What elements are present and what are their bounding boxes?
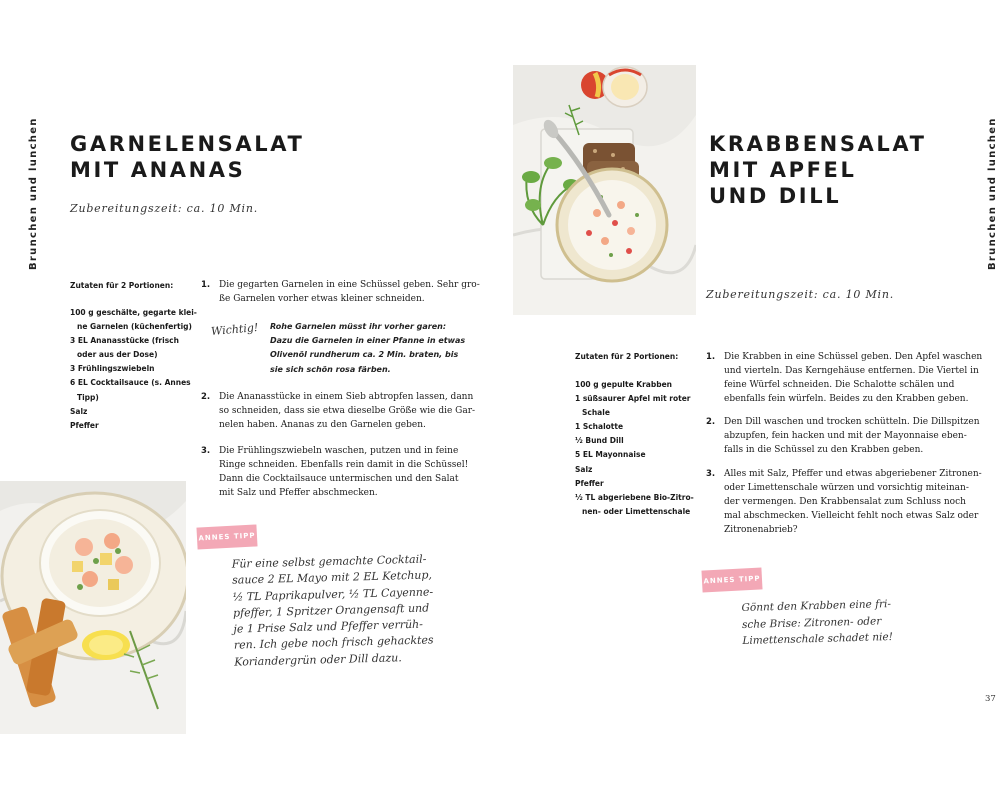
right-step — [706, 467, 982, 537]
step-line: Die gegarten Garnelen in eine Schüssel geben. Sehr gro- — [219, 280, 480, 290]
note-line: Dazu die Garnelen in einer Pfanne in etwas — [270, 336, 466, 346]
note-line: sie sich schön rosa färben. — [270, 364, 391, 374]
ingredient-item: nen- oder Limettenschale — [582, 506, 691, 516]
left-title-line: MIT ANANAS — [70, 158, 246, 182]
step-line: falls in die Schüssel zu den Krabben geben. — [724, 445, 924, 455]
step-line: Alles mit Salz, Pfeffer und etwas abgeriebener Zitronen- — [724, 469, 982, 479]
note-line: Rohe Garnelen müsst ihr vorher garen: — [270, 322, 447, 331]
left-ingredients-list — [70, 306, 197, 433]
ingredient-item: Pfeffer — [70, 420, 99, 430]
step-number: 3. — [201, 446, 211, 456]
step-number: 1. — [201, 280, 211, 290]
ingredient-item: oder aus der Dose) — [77, 350, 158, 360]
annes-tipp-badge: ANNES TIPP — [196, 524, 257, 549]
left-side-label: Brunchen und lunchen — [28, 117, 39, 270]
tip-line: Für eine selbst gemachte Cocktail- — [231, 552, 427, 571]
tip-line: je 1 Prise Salz und Pfeffer verrüh- — [233, 617, 424, 636]
left-steps — [201, 278, 480, 316]
step-line: Die Krabben in eine Schüssel geben. Den Apfel waschen — [724, 352, 983, 362]
left-tip-text — [232, 551, 436, 670]
ingredient-item: 6 EL Cocktailsauce (s. Annes — [70, 378, 191, 388]
left-ingredients-heading: Zutaten für 2 Portionen: — [70, 281, 174, 290]
left-step — [201, 278, 480, 306]
tip-line: Koriandergrün oder Dill dazu. — [234, 651, 402, 669]
step-line: Zitronenabrieb? — [724, 525, 798, 535]
right-step — [706, 415, 982, 457]
step-number: 1. — [706, 352, 716, 362]
tip-line: ren. Ich gebe noch frisch gehacktes — [233, 633, 434, 653]
ingredient-item: ½ Bund Dill — [575, 436, 624, 446]
step-number: 2. — [201, 392, 211, 402]
step-line: abzupfen, fein hacken und mit der Mayonnaise eben- — [724, 431, 967, 441]
ingredient-item: 100 g gepulte Krabben — [575, 380, 672, 389]
step-line: nelen haben. Ananas zu den Garnelen geben. — [219, 420, 426, 430]
tip-line: ½ TL Paprikapulver, ½ TL Cayenne- — [232, 584, 434, 604]
ingredient-item: 5 EL Mayonnaise — [575, 450, 646, 460]
step-line: Den Dill waschen und trocken schütteln. Die Dillspitzen — [724, 417, 980, 427]
tip-line: Gönnt den Krabben eine fri- — [741, 598, 892, 614]
right-side-label: Brunchen und lunchen — [987, 117, 998, 270]
step-line: Ringe schneiden. Ebenfalls rein damit in die Schüssel! — [219, 460, 469, 470]
right-prep-time: Zubereitungszeit: ca. 10 Min. — [706, 288, 895, 301]
ingredient-item: 3 Frühlingszwiebeln — [70, 364, 155, 374]
note-label: Wichtig! — [210, 320, 259, 339]
garnelensalat-photo — [0, 481, 186, 734]
step-line: Die Ananasstücke in einem Sieb abtropfen lassen, dann — [219, 392, 474, 402]
ingredient-item: 1 süßsaurer Apfel mit roter — [575, 394, 691, 404]
left-steps-continued — [201, 390, 475, 510]
ingredient-item: 1 Schalotte — [575, 422, 624, 432]
right-title-line: MIT APFEL — [709, 158, 857, 182]
step-line: der vermengen. Den Krabbensalat zum Schluss noch — [724, 497, 966, 507]
page-number: 37 — [985, 694, 996, 704]
annes-tipp-badge: ANNES TIPP — [701, 567, 762, 592]
important-note — [270, 320, 465, 377]
step-line: feine Würfel schneiden. Die Schalotte schälen und — [724, 380, 955, 390]
left-title-line: GARNELENSALAT — [70, 132, 305, 156]
right-steps — [706, 350, 982, 547]
step-line: und vierteln. Das Kerngehäuse entfernen. Die Viertel in — [724, 366, 979, 376]
right-title-line: UND DILL — [709, 184, 842, 208]
shrimp-salad-image — [0, 481, 186, 734]
ingredient-item: Salz — [575, 464, 593, 474]
step-line: ße Garnelen vorher etwas kleiner schneiden. — [219, 294, 425, 304]
right-ingredients-list — [575, 378, 694, 519]
ingredient-item: 100 g geschälte, gegarte klei- — [70, 308, 197, 317]
tip-line: pfeffer, 1 Spritzer Orangensaft und — [232, 601, 430, 620]
tip-line: sauce 2 EL Mayo mit 2 EL Ketchup, — [231, 568, 433, 587]
left-step — [201, 444, 475, 500]
note-line: Olivenöl rundherum ca. 2 Min. braten, bis — [270, 350, 459, 360]
step-line: so schneiden, dass sie etwa dieselbe Größe wie die Gar- — [219, 406, 476, 416]
ingredient-item: Tipp) — [77, 392, 99, 402]
krabbensalat-photo — [513, 65, 696, 315]
tip-line: sche Brise: Zitronen- oder — [741, 614, 882, 631]
step-line: Die Frühlingszwiebeln waschen, putzen und in feine — [219, 446, 459, 456]
ingredient-item: Pfeffer — [575, 478, 604, 488]
step-line: ebenfalls fein würfeln. Beides zu den Krabben geben. — [724, 394, 969, 404]
ingredient-item: ½ TL abgeriebene Bio-Zitro- — [575, 492, 694, 502]
step-line: mit Salz und Pfeffer abschmecken. — [219, 488, 378, 498]
step-number: 3. — [706, 469, 716, 479]
right-tip-text — [741, 596, 893, 649]
step-line: oder Limettenschale würzen und vorsichtig miteinan- — [724, 483, 969, 493]
left-recipe-title — [70, 131, 304, 183]
step-number: 2. — [706, 417, 716, 427]
ingredient-item: ne Garnelen (küchenfertig) — [77, 322, 192, 332]
ingredient-item: 3 EL Ananasstücke (frisch — [70, 336, 179, 346]
step-line: Dann die Cocktailsauce untermischen und den Salat — [219, 474, 459, 484]
step-line: mal abschmecken. Vielleicht fehlt noch etwas Salz oder — [724, 511, 979, 521]
left-prep-time: Zubereitungszeit: ca. 10 Min. — [70, 202, 259, 215]
crab-salad-image — [513, 65, 696, 315]
right-step — [706, 350, 982, 406]
right-title-line: KRABBENSALAT — [709, 132, 927, 156]
right-recipe-title — [709, 131, 927, 209]
right-ingredients-heading: Zutaten für 2 Portionen: — [575, 352, 679, 361]
ingredient-item: Schale — [582, 408, 610, 418]
tip-line: Limettenschale schadet nie! — [742, 631, 894, 647]
ingredient-item: Salz — [70, 406, 88, 416]
left-step — [201, 390, 475, 432]
